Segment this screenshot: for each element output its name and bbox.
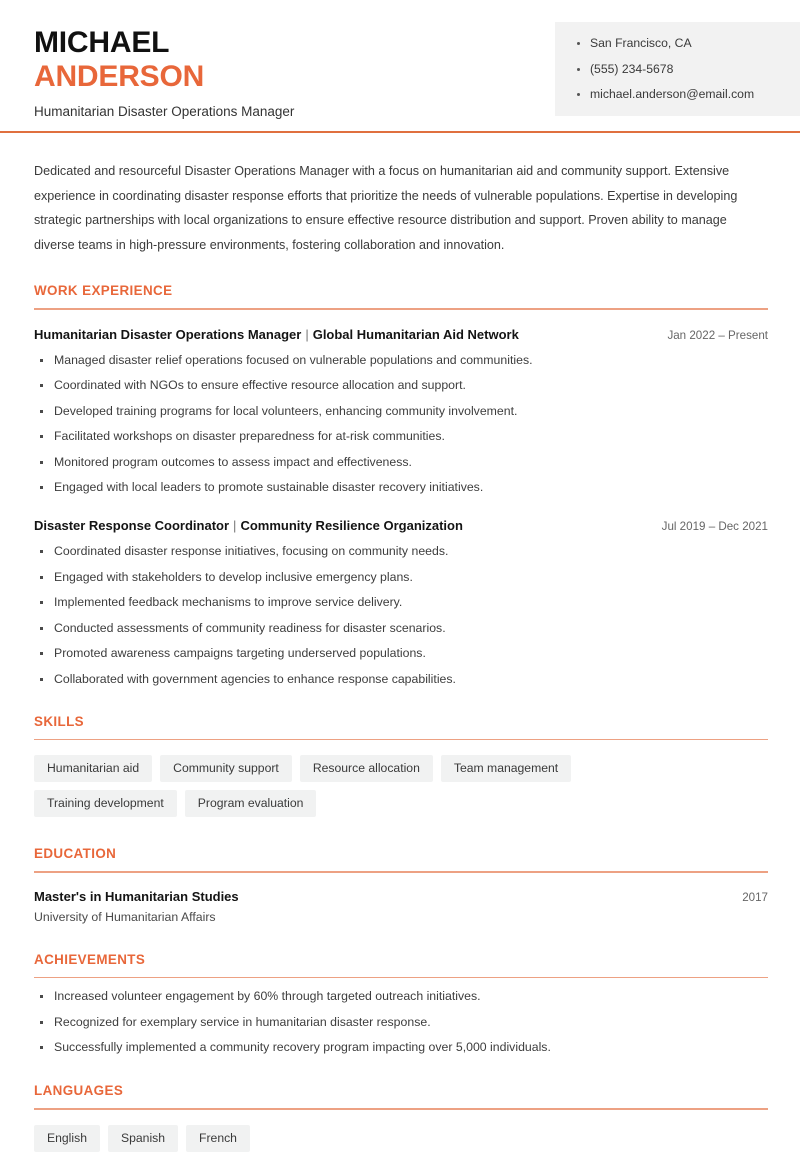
language-chip: English — [34, 1125, 100, 1152]
section-heading-languages: LANGUAGES — [34, 1083, 124, 1099]
section-work-experience — [34, 283, 768, 687]
section-rule — [34, 977, 768, 979]
education-degree: Master's in Humanitarian Studies — [34, 888, 239, 904]
bullet-item: Developed training programs for local volunteers, enhancing community involvement. — [34, 404, 768, 420]
bullet-item: Managed disaster relief operations focused on vulnerable populations and communities. — [34, 353, 768, 369]
contact-list — [577, 36, 800, 102]
bullet-item: Conducted assessments of community readiness for disaster scenarios. — [34, 621, 768, 637]
bullet-item: Engaged with stakeholders to develop inclusive emergency plans. — [34, 570, 768, 586]
section-languages — [34, 1083, 768, 1152]
achievement-item: Recognized for exemplary service in humanitarian disaster response. — [34, 1015, 768, 1031]
bullet-item: Implemented feedback mechanisms to improve service delivery. — [34, 595, 768, 611]
achievement-item: Successfully implemented a community recovery program impacting over 5,000 individuals. — [34, 1040, 768, 1056]
section-rule — [34, 871, 768, 873]
bullet-item: Facilitated workshops on disaster preparedness for at-risk communities. — [34, 429, 768, 445]
skill-chip: Community support — [160, 755, 292, 782]
contact-phone[interactable]: (555) 234-5678 — [577, 62, 800, 77]
last-name: ANDERSON — [34, 59, 205, 93]
experience-entry — [34, 327, 768, 496]
education-year: 2017 — [742, 890, 768, 904]
experience-bullets — [34, 353, 768, 496]
professional-summary: Dedicated and resourceful Disaster Operations Manager with a focus on humanitarian aid and community support. Extensive experience in coordinating disaster response efforts that prioritize the needs of vulnerable populations. Expertise in developing strategic partnerships with local organizations to ensure effective resource distribution and support. Proven ability to manage diverse teams in high-pressure environments, fostering collaboration and innovation. — [34, 164, 738, 252]
title-separator: | — [233, 518, 237, 534]
full-name — [34, 26, 294, 93]
contact-location: San Francisco, CA — [577, 36, 800, 51]
skill-chip: Program evaluation — [185, 790, 317, 817]
bullet-item: Collaborated with government agencies to enhance response capabilities. — [34, 672, 768, 688]
education-school: University of Humanitarian Affairs — [34, 909, 216, 924]
skill-chip: Humanitarian aid — [34, 755, 152, 782]
skill-chip: Team management — [441, 755, 571, 782]
header-divider — [0, 131, 800, 133]
experience-date: Jan 2022 – Present — [667, 328, 768, 342]
section-rule — [34, 308, 768, 310]
experience-bullets — [34, 544, 768, 687]
skill-chip: Training development — [34, 790, 177, 817]
skill-chip: Resource allocation — [300, 755, 433, 782]
experience-company: Community Resilience Organization — [240, 518, 463, 534]
language-chip: Spanish — [108, 1125, 178, 1152]
first-name: MICHAEL — [34, 26, 170, 59]
experience-job-title: Humanitarian Disaster Operations Manager — [34, 326, 302, 342]
language-chip: French — [186, 1125, 250, 1152]
languages-chip-list — [34, 1125, 434, 1152]
achievements-list — [34, 989, 768, 1056]
experience-company: Global Humanitarian Aid Network — [312, 326, 519, 342]
contact-email[interactable]: michael.anderson@email.com — [577, 87, 800, 102]
identity-block — [0, 0, 294, 119]
section-heading-work-experience: WORK EXPERIENCE — [34, 283, 173, 299]
section-education — [34, 846, 768, 924]
experience-title-line — [34, 327, 519, 342]
skills-chip-list — [34, 755, 674, 817]
title-separator: | — [305, 326, 309, 342]
section-skills — [34, 714, 768, 818]
contact-box — [555, 22, 800, 116]
experience-entry — [34, 518, 768, 687]
resume-header — [0, 0, 800, 133]
bullet-item: Engaged with local leaders to promote sustainable disaster recovery initiatives. — [34, 480, 768, 496]
section-heading-skills: SKILLS — [34, 713, 85, 729]
experience-title-line — [34, 518, 463, 533]
section-heading-education: EDUCATION — [34, 846, 117, 862]
section-rule — [34, 1108, 768, 1110]
section-heading-achievements: ACHIEVEMENTS — [34, 951, 146, 967]
bullet-item: Coordinated with NGOs to ensure effective resource allocation and support. — [34, 378, 768, 394]
education-entry — [34, 889, 768, 924]
achievement-item: Increased volunteer engagement by 60% through targeted outreach initiatives. — [34, 989, 768, 1005]
bullet-item: Monitored program outcomes to assess impact and effectiveness. — [34, 455, 768, 471]
bullet-item: Coordinated disaster response initiatives, focusing on community needs. — [34, 544, 768, 560]
section-rule — [34, 739, 768, 741]
job-title: Humanitarian Disaster Operations Manager — [34, 104, 295, 120]
experience-job-title: Disaster Response Coordinator — [34, 518, 230, 534]
bullet-item: Promoted awareness campaigns targeting underserved populations. — [34, 646, 768, 662]
experience-date: Jul 2019 – Dec 2021 — [661, 520, 768, 534]
section-achievements — [34, 952, 768, 1056]
